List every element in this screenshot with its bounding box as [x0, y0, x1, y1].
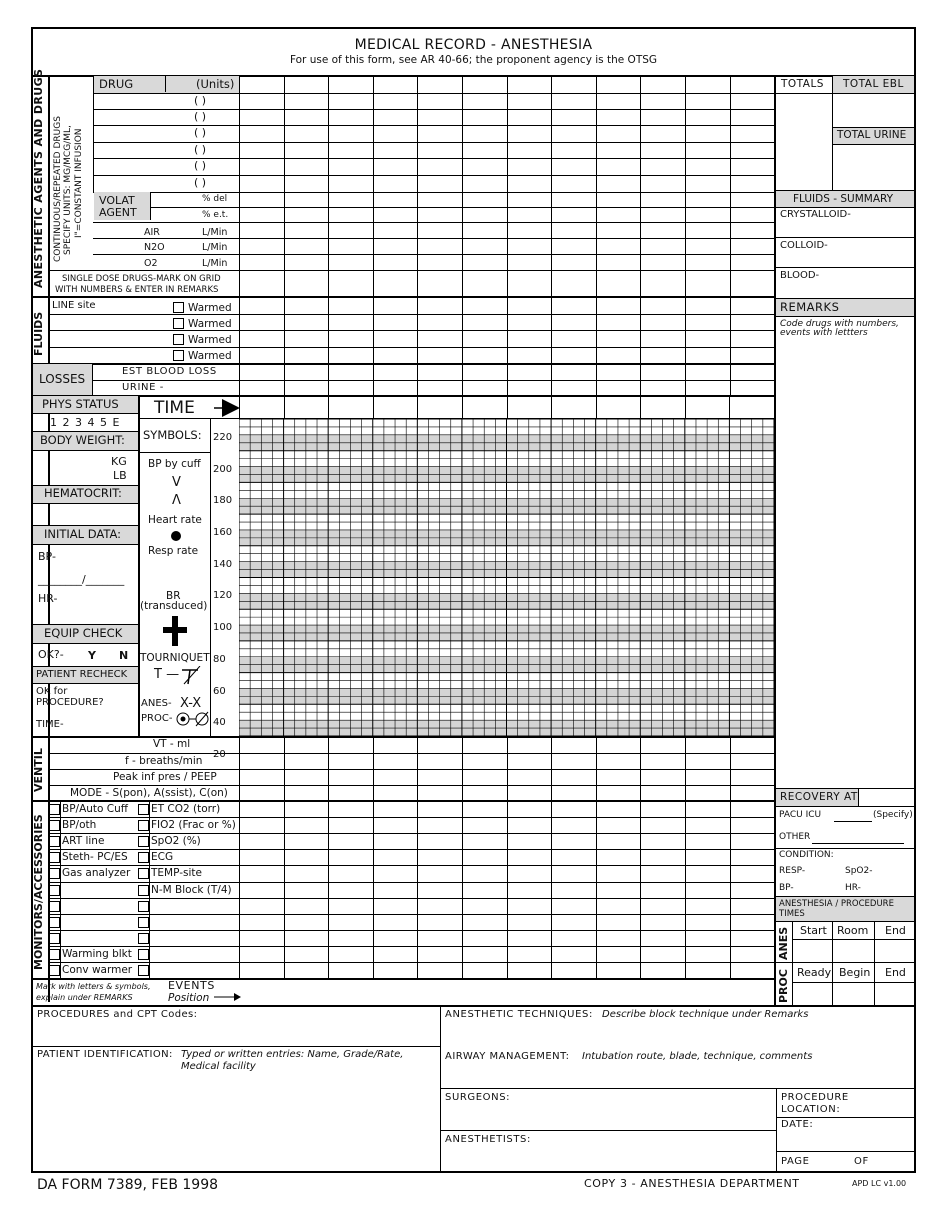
- monitor-checkbox[interactable]: [49, 933, 60, 944]
- drug-units-paren: ( ): [194, 94, 207, 107]
- symbol-t: T —: [154, 667, 180, 682]
- monitor-checkbox[interactable]: [138, 933, 149, 944]
- anes-proc-times-label: ANESTHESIA / PROCEDURE: [779, 899, 894, 909]
- losses-label: LOSSES: [39, 372, 86, 386]
- time-col-line: [417, 396, 418, 419]
- time-col-line: [284, 396, 285, 419]
- ventil-row-line: [48, 753, 774, 754]
- anesthetic-techniques-label: ANESTHETIC TECHNIQUES:: [445, 1009, 593, 1020]
- date-label: DATE:: [781, 1119, 814, 1130]
- remarks-label: REMARKS: [780, 300, 840, 314]
- end-label: End: [885, 924, 906, 937]
- page-title: MEDICAL RECORD - ANESTHESIA: [354, 37, 593, 53]
- gas-air-unit: L/Min: [202, 227, 228, 238]
- fluids-bottom-border: [31, 363, 774, 365]
- hr-rec-label: HR-: [845, 883, 861, 893]
- fs-line: [776, 207, 916, 208]
- n-label: N: [119, 649, 129, 662]
- total-ebl-label: TOTAL EBL: [843, 78, 904, 90]
- procedure-location-label: PROCEDURE: [781, 1092, 849, 1103]
- grid-col-line: [774, 75, 775, 396]
- warmed-label: Warmed: [188, 302, 232, 314]
- monitor-row-line: [48, 849, 774, 850]
- fluid-row-line: [48, 330, 774, 331]
- other-label: OTHER: [779, 832, 811, 842]
- recovery-divider: [858, 788, 859, 806]
- symbol-proc: PROC-: [141, 713, 173, 724]
- kg-label: KG: [111, 455, 127, 468]
- ventil-row-1: f - breaths/min: [125, 755, 203, 767]
- symbol-transduced: (transduced): [140, 600, 208, 612]
- patient-recheck-label: PATIENT RECHECK: [36, 669, 128, 680]
- time-entry-label: TIME-: [36, 719, 64, 730]
- monitor-checkbox[interactable]: [138, 804, 149, 815]
- fs-line: [776, 316, 916, 317]
- monitor-checkbox[interactable]: [138, 868, 149, 879]
- gas-row-line: [93, 254, 774, 255]
- monitor-label: Steth- PC/ES: [62, 851, 128, 863]
- volat-label: VOLAT: [99, 194, 135, 207]
- left-panel-line: [31, 666, 138, 667]
- phys-status-label: PHYS STATUS: [42, 397, 119, 411]
- vital-signs-grid: [239, 419, 774, 736]
- copy-label: COPY 3 - ANESTHESIA DEPARTMENT: [584, 1177, 800, 1190]
- pct-del-label: % del: [202, 194, 228, 204]
- ventil-section-label: VENTIL: [32, 748, 45, 792]
- monitor-checkbox[interactable]: [138, 820, 149, 831]
- drugs-side-note-3: I"=CONSTANT INFUSION: [74, 128, 84, 238]
- monitor-checkbox[interactable]: [49, 917, 60, 928]
- left-panel-line: [31, 450, 138, 451]
- monitor-label: FIO2 (Frac or %): [151, 819, 236, 831]
- ventil-bottom-border: [31, 800, 774, 802]
- left-panel-line: [31, 544, 138, 545]
- grid-col-line: [284, 736, 285, 979]
- monitor-col-divider: [60, 800, 61, 978]
- monitor-checkbox[interactable]: [138, 917, 149, 928]
- symbol-anes: ANES-: [141, 698, 172, 709]
- monitor-checkbox[interactable]: [49, 885, 60, 896]
- warmed-label: Warmed: [188, 350, 232, 362]
- time-col-line: [551, 396, 552, 419]
- losses-divider: [92, 363, 93, 395]
- page-label: PAGE: [781, 1156, 810, 1167]
- pacu-underline: [834, 821, 872, 822]
- grid-col-line: [417, 736, 418, 979]
- events-label: EVENTS: [168, 979, 215, 992]
- procedures-label: PROCEDURES and CPT Codes:: [37, 1009, 198, 1020]
- drug-units-paren: ( ): [194, 159, 207, 172]
- monitor-label: BP/oth: [62, 819, 97, 831]
- drug-units-paren: ( ): [194, 126, 207, 139]
- monitor-label: ET CO2 (torr): [151, 803, 221, 815]
- symbol-tourniquet: TOURNIQUET: [140, 652, 210, 664]
- anes-times-label: ANES: [777, 926, 790, 960]
- times-divider: [792, 921, 793, 1005]
- ebl-label: EST BLOOD LOSS: [122, 366, 217, 377]
- drug-units-divider: [165, 75, 166, 92]
- grid-y-label: 60: [213, 686, 226, 697]
- proc-times-label: PROC: [777, 969, 790, 1003]
- gas-n2o: N2O: [144, 242, 165, 253]
- grid-bottom-border: [31, 736, 774, 738]
- drug-units-paren: ( ): [194, 143, 207, 156]
- grid-y-label: 180: [213, 495, 233, 506]
- events-note-1: Mark with letters & symbols,: [36, 982, 151, 991]
- grid-col-line: [462, 736, 463, 979]
- monitor-label: Gas analyzer: [62, 867, 131, 879]
- monitor-label: TEMP-site: [151, 867, 202, 879]
- times-divider: [874, 921, 875, 1005]
- ventil-row-2: Peak inf pres / PEEP: [113, 771, 217, 783]
- room-label: Room: [837, 924, 869, 937]
- monitor-row-line: [48, 865, 774, 866]
- left-panel-divider: [138, 395, 140, 737]
- colloid-label: COLLOID-: [780, 240, 828, 251]
- grid-col-line: [640, 736, 641, 979]
- monitor-checkbox[interactable]: [138, 949, 149, 960]
- recovery-at-label: RECOVERY AT: [780, 791, 858, 803]
- time-col-line: [328, 396, 329, 419]
- monitor-label: ART line: [62, 835, 105, 847]
- location-divider: [776, 1088, 777, 1172]
- units-header: (Units): [196, 77, 235, 91]
- losses-bottom-border: [31, 395, 774, 397]
- urine-label: URINE -: [122, 382, 165, 393]
- monitors-bottom-border: [31, 978, 774, 980]
- single-dose-2: WITH NUMBERS & ENTER IN REMARKS: [55, 285, 219, 295]
- bp-rec-label: BP-: [779, 883, 794, 893]
- grid-y-label: 140: [213, 559, 233, 570]
- drug-units-paren: ( ): [194, 176, 207, 189]
- monitor-row-line: [48, 817, 774, 818]
- left-panel-line: [31, 525, 138, 526]
- monitor-checkbox[interactable]: [49, 852, 60, 863]
- grid-col-line: [774, 736, 775, 979]
- symbol-xx: X-X: [180, 696, 202, 711]
- patient-id-label: PATIENT IDENTIFICATION:: [37, 1049, 173, 1060]
- blood-label: BLOOD-: [780, 270, 820, 281]
- ok-for-label: OK for: [36, 686, 68, 697]
- pacu-label: PACU ICU: [779, 810, 822, 820]
- symbol-br: BR: [166, 590, 181, 602]
- drug-row-line: [93, 192, 774, 193]
- symbol-resp-rate: Resp rate: [148, 545, 199, 557]
- end2-label: End: [885, 966, 906, 979]
- grid-y-label: 160: [213, 527, 233, 538]
- grid-col-line: [685, 736, 686, 979]
- start-label: Start: [800, 924, 827, 937]
- left-panel-line: [31, 624, 138, 625]
- proc-symbol-icon: [176, 711, 210, 731]
- monitor-checkbox[interactable]: [49, 820, 60, 831]
- times-line: [792, 982, 916, 983]
- grid-col-line: [239, 736, 240, 979]
- total-urine-label: TOTAL URINE: [837, 129, 907, 141]
- monitor-col-divider: [149, 800, 150, 978]
- anesthetists-top-border: [440, 1130, 776, 1131]
- pct-et-label: % e.t.: [202, 210, 229, 220]
- time-col-line: [685, 396, 686, 419]
- monitor-checkbox[interactable]: [138, 852, 149, 863]
- resp-label: RESP-: [779, 866, 806, 876]
- grid-y-label: 100: [213, 622, 233, 633]
- monitor-row-line: [48, 914, 774, 915]
- monitor-checkbox[interactable]: [49, 949, 60, 960]
- warmed-label: Warmed: [188, 334, 232, 346]
- surgeons-label: SURGEONS:: [445, 1092, 511, 1103]
- monitor-row-line: [48, 946, 774, 947]
- ok-label: OK?-: [38, 648, 64, 661]
- totals-label: TOTALS: [781, 78, 824, 90]
- single-dose-1: SINGLE DOSE DRUGS-MARK ON GRID: [62, 274, 221, 284]
- monitor-checkbox[interactable]: [49, 804, 60, 815]
- patient-id-note-1: Typed or written entries: Name, Grade/Rate,: [181, 1049, 404, 1060]
- warmed-checkbox[interactable]: [173, 334, 184, 345]
- lb-label: LB: [113, 469, 127, 482]
- symbols-divider: [210, 418, 211, 737]
- ventil-row-0: VT - ml: [153, 738, 191, 750]
- drug-units-paren: ( ): [194, 110, 207, 123]
- monitor-label: SpO2 (%): [151, 835, 201, 847]
- monitor-checkbox[interactable]: [49, 965, 60, 976]
- equip-check-label: EQUIP CHECK: [44, 626, 123, 640]
- condition-label: CONDITION:: [779, 850, 834, 860]
- ready-label: Ready: [797, 966, 832, 979]
- grid-y-label: 40: [213, 717, 226, 728]
- monitor-checkbox[interactable]: [138, 901, 149, 912]
- monitor-label: Warming blkt: [62, 948, 132, 960]
- monitor-checkbox[interactable]: [138, 885, 149, 896]
- monitor-label: N-M Block (T/4): [151, 884, 232, 896]
- date-top-border: [776, 1117, 916, 1118]
- symbol-heart-rate: Heart rate: [148, 514, 202, 526]
- bottom-top-border: [31, 1005, 916, 1007]
- time-label: TIME: [154, 398, 195, 418]
- time-col-line: [373, 396, 374, 419]
- form-number: DA FORM 7389, FEB 1998: [37, 1177, 219, 1193]
- drugs-section-label: ANESTHETIC AGENTS AND DRUGS: [32, 68, 45, 288]
- grid-col-line: [328, 736, 329, 979]
- symbol-bp-cuff: BP by cuff: [148, 458, 201, 470]
- volat-divider: [150, 192, 151, 220]
- monitor-row-line: [48, 898, 774, 899]
- totals-line: [832, 127, 916, 128]
- monitor-label: ECG: [151, 851, 174, 863]
- times-line: [792, 939, 916, 940]
- monitor-checkbox[interactable]: [138, 836, 149, 847]
- drugs-side-note-1: CONTINUOUS/REPEATED DRUGS: [53, 116, 63, 262]
- monitor-row-line: [48, 930, 774, 931]
- times-line: [776, 921, 916, 922]
- crystalloid-label: CRYSTALLOID-: [780, 209, 851, 220]
- bp-slash: ________/_______: [38, 573, 125, 586]
- warmed-checkbox[interactable]: [173, 302, 184, 313]
- drug-header: DRUG: [99, 77, 134, 91]
- grid-col-line: [507, 736, 508, 979]
- monitor-checkbox[interactable]: [138, 965, 149, 976]
- surgeons-top-border: [440, 1088, 916, 1089]
- time-col-line: [729, 396, 730, 419]
- br-cross-icon: [163, 616, 187, 650]
- procedures-border: [31, 1046, 440, 1047]
- left-panel-line: [31, 683, 138, 684]
- phys-values: 1 2 3 4 5 E: [50, 416, 121, 429]
- anesthetists-label: ANESTHETISTS:: [445, 1134, 531, 1145]
- events-arrow-icon: [214, 987, 242, 1006]
- patient-id-note-2: Medical facility: [181, 1061, 256, 1072]
- events-note-2: explain under REMARKS: [36, 993, 133, 1002]
- drugs-side-note-2: SPECIFY UNITS: MG/MCG/ML,: [63, 125, 73, 255]
- monitor-checkbox[interactable]: [49, 868, 60, 879]
- warmed-label: Warmed: [188, 318, 232, 330]
- gas-n2o-unit: L/Min: [202, 242, 228, 253]
- grid-col-line: [596, 736, 597, 979]
- ventil-row-line: [48, 769, 774, 770]
- monitor-label: BP/Auto Cuff: [62, 803, 129, 815]
- grid-col-line: [730, 736, 731, 979]
- monitor-label: Conv warmer: [62, 964, 133, 976]
- position-label: Position: [168, 992, 210, 1004]
- airway-label: AIRWAY MANAGEMENT:: [445, 1051, 570, 1062]
- gas-row-line: [93, 222, 774, 223]
- monitor-checkbox[interactable]: [49, 901, 60, 912]
- times-label: TIMES: [779, 909, 805, 919]
- drug-row-line: [48, 270, 774, 271]
- agent-label: AGENT: [99, 206, 137, 219]
- line-site-label: LINE site: [52, 300, 96, 311]
- hematocrit-label: HEMATOCRIT:: [44, 486, 122, 500]
- totals-line: [832, 144, 916, 145]
- y-label: Y: [88, 649, 96, 662]
- fs-line: [776, 237, 916, 238]
- bp-label: BP-: [38, 550, 56, 563]
- tourniquet-icon: [180, 666, 202, 690]
- symbols-label: SYMBOLS:: [143, 428, 202, 442]
- location-label: LOCATION:: [781, 1104, 841, 1115]
- drugs-bottom-border: [31, 296, 774, 298]
- ventil-row-3: MODE - S(pon), A(ssist), C(on): [70, 787, 228, 799]
- left-panel-line: [31, 431, 138, 432]
- grid-y-label: 200: [213, 464, 233, 475]
- time-col-line: [596, 396, 597, 419]
- times-line: [776, 962, 916, 963]
- losses-row-line: [92, 380, 774, 381]
- monitor-row-line: [48, 882, 774, 883]
- warmed-checkbox[interactable]: [173, 318, 184, 329]
- monitor-row-line: [48, 833, 774, 834]
- techniques-note: Describe block technique under Remarks: [602, 1009, 809, 1020]
- gas-air: AIR: [144, 227, 160, 238]
- symbol-lambda: Λ: [172, 493, 181, 508]
- begin-label: Begin: [839, 966, 871, 979]
- fluid-row-line: [48, 347, 774, 348]
- version-label: APD LC v1.00: [852, 1179, 907, 1188]
- fluids-section-label: FLUIDS: [32, 311, 45, 356]
- fs-line: [776, 267, 916, 268]
- grid-y-label: 220: [213, 432, 233, 443]
- times-divider: [832, 921, 833, 1005]
- time-col-line: [774, 396, 775, 419]
- recovery-line: [776, 806, 916, 807]
- remarks-note-2: events with lettters: [780, 328, 868, 338]
- page-subtitle: For use of this form, see AR 40-66; the proponent agency is the OTSG: [289, 54, 658, 66]
- grid-y-label: 120: [213, 590, 233, 601]
- left-panel-line: [31, 503, 138, 504]
- time-col-line: [507, 396, 508, 419]
- left-panel-line: [31, 643, 138, 644]
- spo2-label: SpO2-: [845, 866, 873, 876]
- of-label: OF: [854, 1156, 869, 1167]
- grid-col-line: [551, 736, 552, 979]
- ventil-row-line: [48, 785, 774, 786]
- symbol-v: V: [172, 475, 181, 490]
- procedure-label: PROCEDURE?: [36, 697, 104, 708]
- specify-label: (Specify): [873, 810, 913, 820]
- other-underline: [812, 843, 904, 844]
- initial-data-label: INITIAL DATA:: [44, 527, 122, 541]
- grid-y-label: 80: [213, 654, 226, 665]
- hr-label: HR-: [38, 592, 58, 605]
- left-panel-line: [31, 413, 138, 414]
- remarks-note-1: Code drugs with numbers,: [780, 319, 899, 329]
- gas-o2-unit: L/Min: [202, 258, 228, 269]
- body-weight-label: BODY WEIGHT:: [40, 433, 125, 447]
- time-col-line: [640, 396, 641, 419]
- fluid-row-line: [48, 314, 774, 315]
- monitor-checkbox[interactable]: [49, 836, 60, 847]
- page-top-border: [776, 1151, 916, 1152]
- airway-note: Intubation route, blade, technique, comments: [582, 1051, 813, 1062]
- recovery-line: [776, 848, 916, 849]
- grid-col-line: [373, 736, 374, 979]
- gas-row-line: [93, 238, 774, 239]
- time-col-line: [462, 396, 463, 419]
- fluids-summary-label: FLUIDS - SUMMARY: [793, 193, 894, 205]
- totals-line: [776, 93, 916, 94]
- warmed-checkbox[interactable]: [173, 350, 184, 361]
- gas-o2: O2: [144, 258, 158, 269]
- monitor-row-line: [48, 962, 774, 963]
- monitors-section-label: MONITORS/ACCESSORIES: [32, 814, 45, 970]
- heart-rate-dot-icon: [171, 531, 181, 541]
- grid-y-label: 20: [213, 749, 226, 760]
- symbols-header-border: [138, 452, 210, 453]
